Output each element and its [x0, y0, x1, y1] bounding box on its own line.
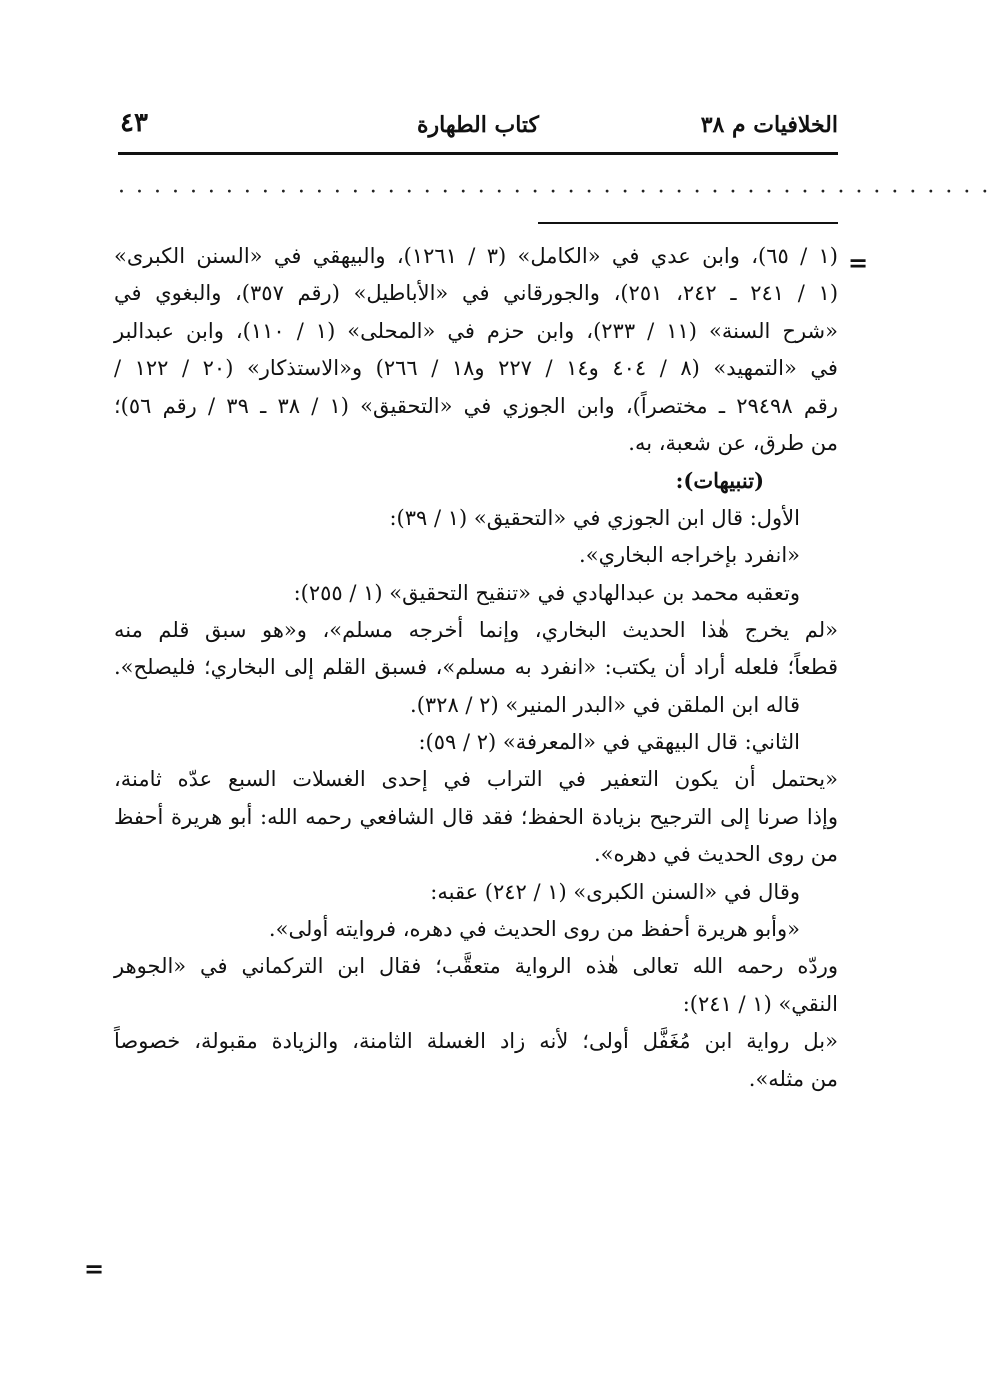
- text-line: من طرق، عن شعبة، به.: [628, 430, 838, 455]
- text-line: وقال في «السنن الكبرى» (١ / ٢٤٢) عقبه:: [430, 879, 800, 904]
- text-line: وتعقبه محمد بن عبدالهادي في «تنقيح التحقيق» (١ / ٢٥٥):: [293, 580, 800, 605]
- header-volume-title: الخلافيات م ٣٨: [700, 112, 838, 138]
- footnote-text: [114, 238, 838, 1098]
- text-line: «بل رواية ابن مُغَفَّل أولى؛ لأنه زاد الغسلة الثامنة، والزيادة مقبولة، خصوصاً: [114, 1029, 838, 1054]
- section-heading: (تنبيهات):: [675, 468, 764, 494]
- text-line: رقم ٢٩٤٩٨ ـ مختصراً)، وابن الجوزي في «التحقيق» (١ / ٣٨ ـ ٣٩ / رقم ٥٦)؛: [114, 393, 838, 418]
- text-line: الأول: قال ابن الجوزي في «التحقيق» (١ / ٣٩):: [389, 505, 800, 530]
- text-line: الثاني: قال البيهقي في «المعرفة» (٢ / ٥٩):: [418, 730, 800, 755]
- text-line: (١ / ٢٤١ ـ ٢٤٢، ٢٥١)، والجورقاني في «الأباطيل» (رقم ٣٥٧)، والبغوي في: [114, 281, 839, 306]
- text-line: قاله ابن الملقن في «البدر المنير» (٢ / ٣٢٨).: [410, 692, 800, 717]
- text-line: قطعاً؛ فلعله أراد أن يكتب: «انفرد به مسلم»، فسبق القلم إلى البخاري؛ فليصلح».: [114, 655, 838, 680]
- text-line: «شرح السنة» (١١ / ٢٣٣)، وابن حزم في «المحلى» (١ / ١١٠)، وابن عبدالبر: [114, 318, 838, 343]
- text-line: النقي» (١ / ٢٤١):: [682, 991, 838, 1016]
- text-line: من روى الحديث في دهره».: [593, 842, 838, 867]
- footnote-rule: [538, 222, 838, 224]
- text-line: وإذا صرنا إلى الترجيح بزيادة الحفظ؛ فقد قال الشافعي رحمه الله: أبو هريرة أحفظ: [114, 804, 838, 829]
- continuation-mark-bottom: =: [84, 1254, 105, 1283]
- text-line: «وأبو هريرة أحفظ من روى الحديث في دهره، فروايته أولى».: [268, 917, 800, 942]
- text-line: وردّه رحمه الله تعالى هٰذه الرواية متعقَّب؛ فقال ابن التركماني في «الجوهر: [114, 954, 838, 979]
- header-chapter-title: كتاب الطهارة: [416, 112, 540, 138]
- page-number: ٤٣: [120, 108, 148, 138]
- running-header: [118, 108, 838, 152]
- text-line: في «التمهيد» (٨ / ٤٠٤ و١٤ / ٢٢٧ و١٨ / ٢٦٦) و«الاستذكار» (٢٠ / ١٢٢ /: [114, 356, 838, 381]
- text-line: «انفرد بإخراجه البخاري».: [579, 543, 800, 568]
- text-line: من مثله».: [748, 1066, 838, 1091]
- dotted-separator: · · · · · · · · · · · · · · · · · · · · · · · · · · · · · · · · · · · · · · · · · · · · · · · · ·: [118, 180, 990, 205]
- text-line: (١ / ٦٥)، وابن عدي في «الكامل» (٣ / ١٢٦١)، والبيهقي في «السنن الكبرى»: [114, 244, 838, 268]
- text-line: «يحتمل أن يكون التعفير في التراب في إحدى الغسلات السبع عدّه ثامنة،: [114, 767, 838, 792]
- continuation-mark-top: =: [848, 248, 869, 277]
- header-rule: [118, 152, 838, 155]
- text-line: «لم يخرج هٰذا الحديث البخاري، وإنما أخرجه مسلم»، و«هو سبق قلم منه: [114, 617, 838, 642]
